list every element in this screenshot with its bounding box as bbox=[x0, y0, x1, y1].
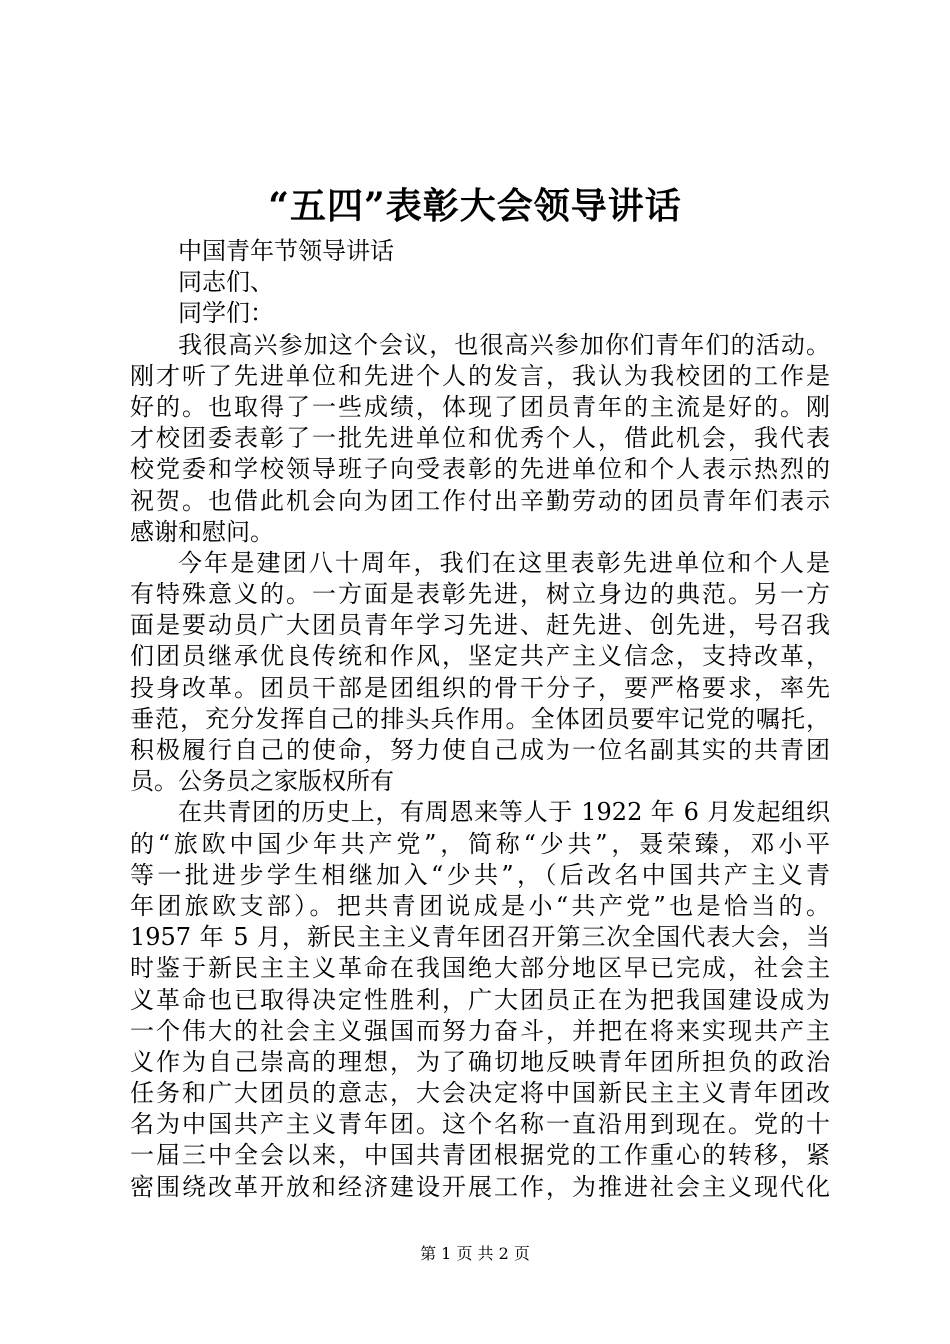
text-line: 任务和广大团员的意志，大会决定将中国新民主主义青年团改 bbox=[130, 1079, 830, 1108]
text-line: 校党委和学校领导班子向受表彰的先进单位和个人表示热烈的 bbox=[130, 455, 830, 484]
text-line: 同学们： bbox=[178, 299, 274, 328]
text-line: 义作为自己崇高的理想，为了确切地反映青年团所担负的政治 bbox=[130, 1047, 830, 1076]
text-line: 员。公务员之家版权所有 bbox=[130, 767, 394, 796]
text-line: 面是要动员广大团员青年学习先进、赶先进、创先进，号召我 bbox=[130, 611, 830, 640]
text-line: 年团旅欧支部）。把共青团说成是小“共产党”也是恰当的。 bbox=[130, 891, 830, 920]
text-line: 1957 年 5 月，新民主主义青年团召开第三次全国代表大会，当 bbox=[130, 923, 830, 952]
text-line: 有特殊意义的。一方面是表彰先进，树立身边的典范。另一方 bbox=[130, 580, 830, 609]
document-body bbox=[130, 236, 830, 1203]
text-line: 垂范，充分发挥自己的排头兵作用。全体团员要牢记党的嘱托， bbox=[130, 704, 830, 733]
text-line: 好的。也取得了一些成绩，体现了团员青年的主流是好的。刚 bbox=[130, 392, 830, 421]
text-line: 密围绕改革开放和经济建设开展工作，为推进社会主义现代化 bbox=[130, 1172, 830, 1201]
text-line: 我很高兴参加这个会议，也很高兴参加你们青年们的活动。 bbox=[178, 330, 830, 359]
text-line: 刚才听了先进单位和先进个人的发言，我认为我校团的工作是 bbox=[130, 361, 830, 390]
text-line: 祝贺。也借此机会向为团工作付出辛勤劳动的团员青年们表示 bbox=[130, 486, 830, 515]
page-footer: 第 1 页 共 2 页 bbox=[420, 1244, 530, 1263]
document-title: “五四”表彰大会领导讲话 bbox=[268, 185, 682, 227]
text-line: 今年是建团八十周年，我们在这里表彰先进单位和个人是 bbox=[178, 548, 830, 577]
text-line: 等一批进步学生相继加入“少共”，（后改名中国共产主义青 bbox=[130, 860, 830, 889]
text-line: 们团员继承优良传统和作风，坚定共产主义信念，支持改革， bbox=[130, 642, 830, 671]
text-line: 一届三中全会以来，中国共青团根据党的工作重心的转移，紧 bbox=[130, 1141, 830, 1170]
text-line: 时鉴于新民主主义革命在我国绝大部分地区早已完成，社会主 bbox=[130, 954, 830, 983]
text-line: 才校团委表彰了一批先进单位和优秀个人，借此机会，我代表 bbox=[130, 424, 830, 453]
text-line: 积极履行自己的使命，努力使自己成为一位名副其实的共青团 bbox=[130, 736, 830, 764]
text-line: 感谢和慰问。 bbox=[130, 517, 274, 546]
text-line: 名为中国共产主义青年团。这个名称一直沿用到现在。党的十 bbox=[130, 1110, 830, 1139]
text-line: 同志们、 bbox=[178, 268, 274, 297]
text-line: 一个伟大的社会主义强国而努力奋斗，并把在将来实现共产主 bbox=[130, 1016, 830, 1045]
text-line: 中国青年节领导讲话 bbox=[178, 237, 394, 265]
text-line: 的“旅欧中国少年共产党”，简称“少共”，聂荣臻，邓小平 bbox=[130, 829, 830, 858]
text-line: 在共青团的历史上，有周恩来等人于 1922 年 6 月发起组织 bbox=[178, 798, 830, 827]
text-line: 投身改革。团员干部是团组织的骨干分子，要严格要求，率先 bbox=[130, 673, 830, 702]
text-line: 义革命也已取得决定性胜利，广大团员正在为把我国建设成为 bbox=[130, 985, 830, 1014]
